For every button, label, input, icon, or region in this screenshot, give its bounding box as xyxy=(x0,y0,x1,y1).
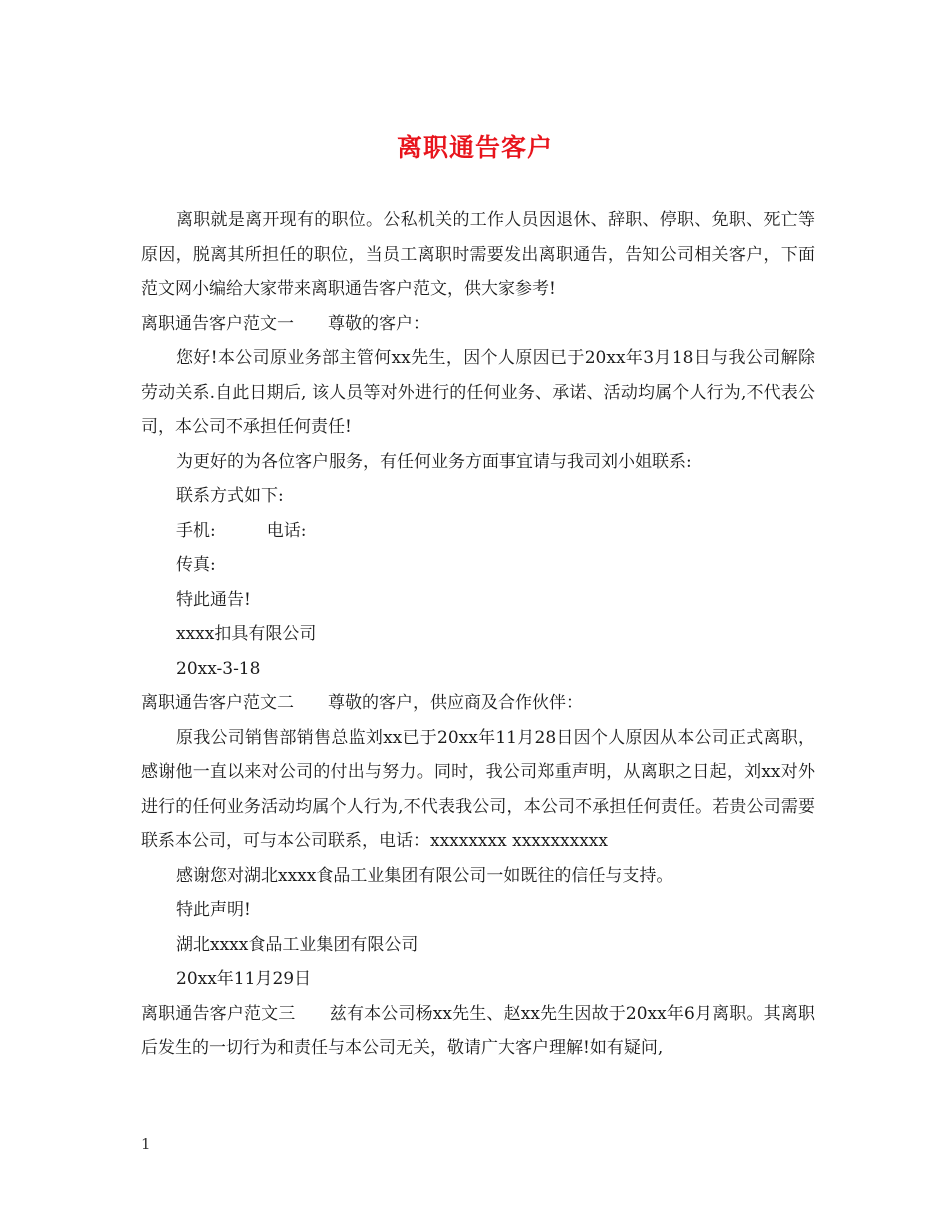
section-one-fax-line: 传真: xyxy=(176,555,216,575)
section-one-contact-label: 联系方式如下: xyxy=(176,486,284,506)
section-one-paragraph: 您好!本公司原业务部主管何xx先生，因个人原因已于20xx年3月18日与我公司解除劳动关系.自此日期后, 该人员等对外进行的任何业务、承诺、活动均属个人行为,不代表公司，本公司不承担任何责任! xyxy=(141,348,815,437)
section-one-closing: 特此通告! xyxy=(176,589,251,610)
section-one-contact-line: 为更好的为各位客户服务，有任何业务方面事宜请与我司刘小姐联系: xyxy=(176,451,692,472)
section-one-phone-line: 手机: 电话: xyxy=(176,520,307,541)
section-one-company: xxxx扣具有限公司 xyxy=(176,624,317,644)
document-body xyxy=(141,203,815,1066)
section-two-closing: 特此声明! xyxy=(176,900,251,920)
section-one-heading: 离职通告客户范文一 尊敬的客户： xyxy=(141,313,430,334)
section-two-thanks: 感谢您对湖北xxxx食品工业集团有限公司一如既往的信任与支持。 xyxy=(176,865,674,886)
section-two-heading: 离职通告客户范文二 尊敬的客户，供应商及合作伙伴： xyxy=(141,693,583,713)
section-two-company: 湖北xxxx食品工业集团有限公司 xyxy=(176,934,419,955)
document-title: 离职通告客户 xyxy=(396,133,553,162)
page-number: 1 xyxy=(141,1135,151,1153)
section-one-date: 20xx-3-18 xyxy=(176,658,261,679)
section-two-paragraph: 原我公司销售部销售总监刘xx已于20xx年11月28日因个人原因从本公司正式离职，感谢他一直以来对公司的付出与努力。同时，我公司郑重声明，从离职之日起，刘xx对外进行的任何业务活动均属个人行为,不代表我公司，本公司不承担任何责任。若贵公司需要联系本公司，可与本公司联系，电话：xxxxxxxx xxxxxxxxxx xyxy=(141,727,815,851)
section-two-date: 20xx年11月29日 xyxy=(176,969,312,989)
section-three-paragraph: 离职通告客户范文三 兹有本公司杨xx先生、赵xx先生因故于20xx年6月离职。其离职后发生的一切行为和责任与本公司无关，敬请广大客户理解!如有疑问, xyxy=(141,1003,815,1058)
intro-paragraph: 离职就是离开现有的职位。公私机关的工作人员因退休、辞职、停职、免职、死亡等原因，脱离其所担任的职位，当员工离职时需要发出离职通告，告知公司相关客户，下面范文网小编给大家带来离职通告客户范文，供大家参考! xyxy=(141,210,815,299)
